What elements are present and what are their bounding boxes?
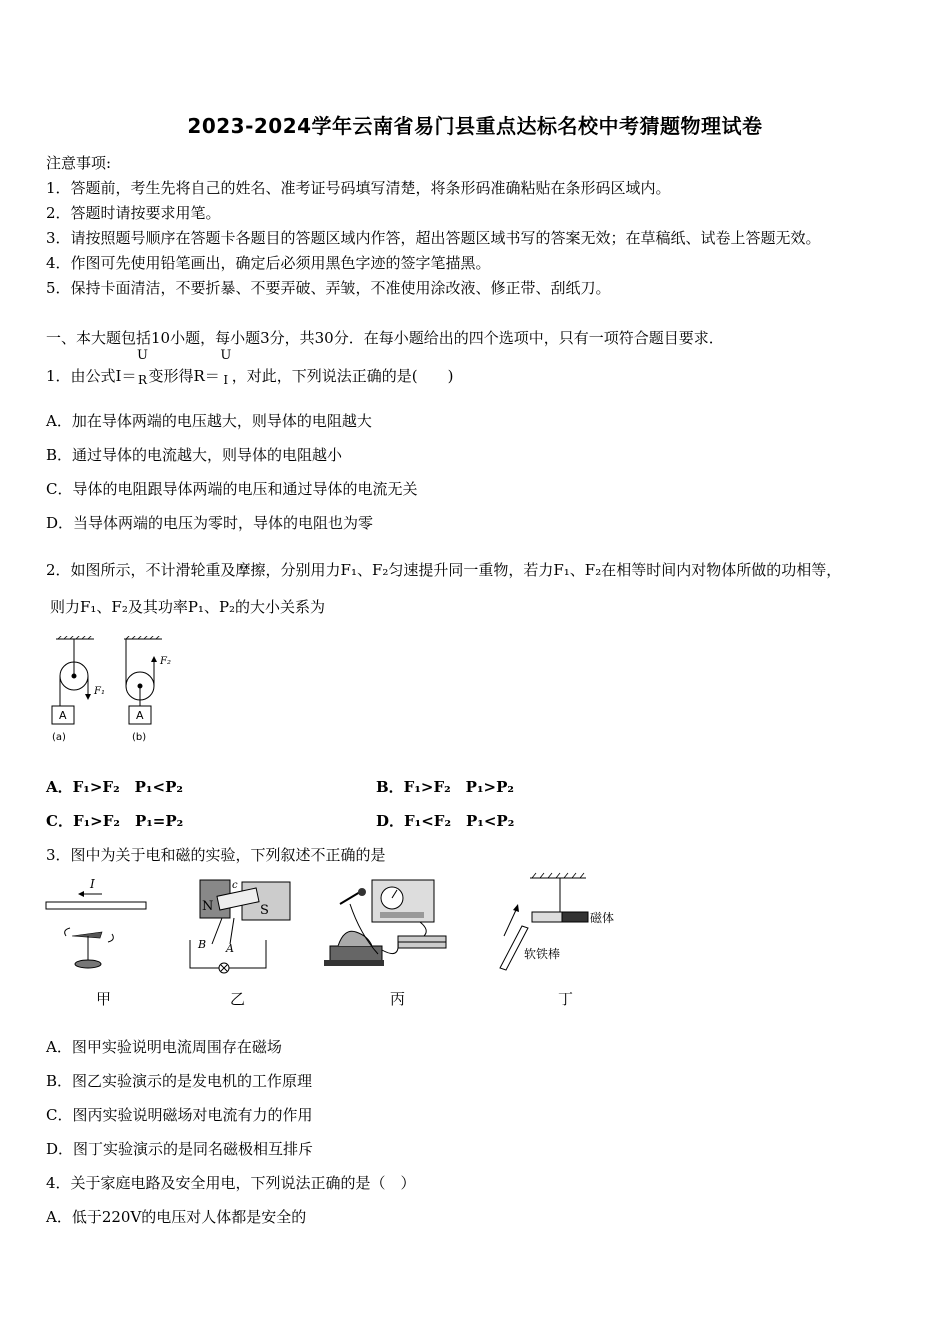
magnet-label: 磁体	[590, 911, 615, 925]
notice-item: 2．答题时请按要求用笔。	[46, 204, 221, 222]
figure-ding	[496, 872, 626, 974]
question-3-option: C．图丙实验说明磁场对电流有力的作用	[46, 1106, 313, 1124]
formula-fraction: U $_I$	[220, 348, 232, 387]
brush-b-label: B	[198, 938, 207, 951]
page-title: 2023-2024学年云南省易门县重点达标名校中考猜题物理试卷	[187, 114, 763, 138]
caption-bing: 丙	[390, 990, 406, 1008]
question-3-option: B．图乙实验演示的是发电机的工作原理	[46, 1072, 313, 1090]
figure-yi	[182, 874, 292, 974]
question-2-option: C．F₁>F₂ P₁=P₂	[46, 812, 184, 830]
question-2-option: D．F₁<F₂ P₁<P₂	[376, 812, 515, 830]
current-label: I	[90, 877, 95, 891]
figure-jia	[44, 874, 150, 974]
caption-jia: 甲	[96, 990, 112, 1008]
pulley-figure	[46, 636, 196, 748]
formula-fraction: U $_R$	[137, 348, 148, 387]
caption-b: (b)	[132, 732, 147, 743]
notice-item: 5．保持卡面清洁，不要折暴、不要弄破、弄皱，不准使用涂改液、修正带、刮纸刀。	[46, 279, 611, 297]
iron-rod-label: 软铁棒	[524, 947, 561, 961]
caption-yi: 乙	[230, 990, 246, 1008]
force-label-f2: F₂	[160, 656, 171, 667]
caption-a: (a)	[52, 732, 66, 743]
figure-bing	[320, 874, 460, 974]
question-1-option: B．通过导体的电流越大，则导体的电阻越小	[46, 446, 343, 464]
question-1-option: C．导体的电阻跟导体两端的电压和通过导体的电流无关	[46, 480, 418, 498]
magnet-n-label: N	[202, 899, 214, 914]
brush-a-label: A	[226, 942, 234, 955]
force-label-f1: F₁	[94, 686, 105, 697]
block-label-b: A	[136, 709, 144, 722]
question-3-option: D．图丁实验演示的是同名磁极相互排斥	[46, 1140, 314, 1158]
magnet-s-label: S	[260, 903, 269, 918]
notice-item: 1．答题前，考生先将自己的姓名、准考证号码填写清楚，将条形码准确粘贴在条形码区域内。	[46, 179, 671, 197]
question-4-option: A．低于220V的电压对人体都是安全的	[46, 1208, 307, 1226]
question-2-option: A．F₁>F₂ P₁<P₂	[46, 778, 183, 796]
question-2-stem: 2．如图所示，不计滑轮重及摩擦，分别用力F₁、F₂匀速提升同一重物，若力F₁、F₂在相等时间内对物体所做的功相等，	[46, 561, 842, 579]
question-1-option: A．加在导体两端的电压越大，则导体的电阻越大	[46, 412, 372, 430]
question-3-stem: 3．图中为关于电和磁的实验，下列叙述不正确的是	[46, 846, 386, 864]
question-2-stem-cont: 则力F₁、F₂及其功率P₁、P₂的大小关系为	[50, 598, 326, 616]
question-1-option: D．当导体两端的电压为零时，导体的电阻也为零	[46, 514, 374, 532]
question-2-option: B．F₁>F₂ P₁>P₂	[376, 778, 514, 796]
question-3-option: A．图甲实验说明电流周围存在磁场	[46, 1038, 282, 1056]
section-heading: 一、本大题包括10小题，每小题3分，共30分．在每小题给出的四个选项中，只有一项符合题目要求．	[46, 329, 724, 347]
notice-heading: 注意事项:	[46, 154, 112, 172]
caption-ding: 丁	[558, 990, 574, 1008]
question-4-stem: 4．关于家庭电路及安全用电，下列说法正确的是（ ）	[46, 1174, 416, 1192]
notice-item: 4．作图可先使用铅笔画出，确定后必须用黑色字迹的签字笔描黑。	[46, 254, 491, 272]
notice-item: 3．请按照题号顺序在答题卡各题目的答题区域内作答，超出答题区域书写的答案无效；在草稿纸、试卷上答题无效。	[46, 229, 821, 247]
question-1-stem: 1．由公式I＝ U $_R$变形得R＝ U $_I$ ，对此，下列说法正确的是( )	[46, 348, 454, 387]
coil-c-label: c	[232, 880, 238, 891]
block-label-a: A	[59, 709, 67, 722]
